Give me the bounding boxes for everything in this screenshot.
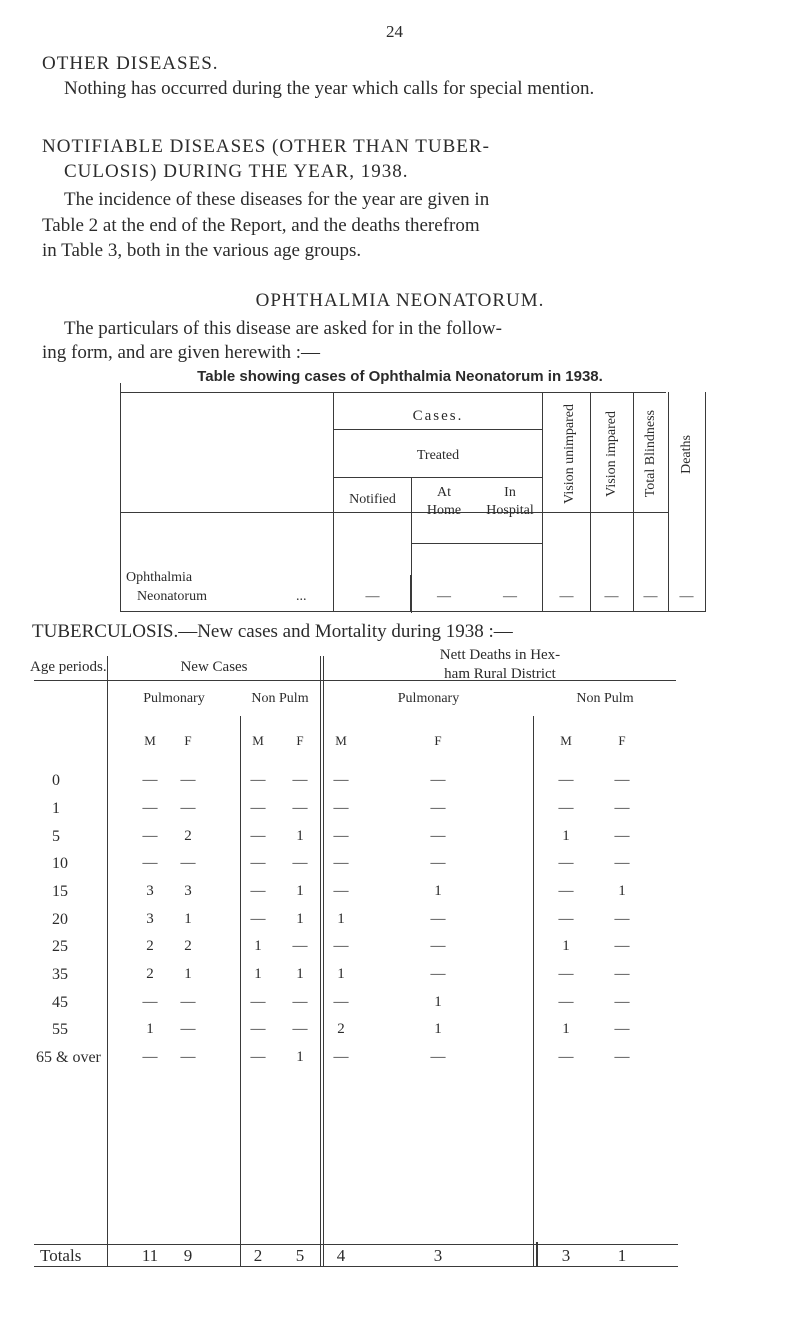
table-cell: 1 (296, 1049, 304, 1065)
table-cell: — (430, 855, 446, 871)
table-cell: — (250, 1021, 266, 1037)
sex-header: M (560, 733, 572, 748)
table-cell: 1 (184, 911, 192, 927)
table-cell: — (180, 772, 196, 788)
table-rule (120, 383, 121, 611)
total-value: 1 (617, 1246, 627, 1265)
table-cell: — (250, 883, 266, 899)
age-period-label: 20 (52, 911, 68, 928)
notifiable-text-line2: Table 2 at the end of the Report, and the deaths therefrom (42, 215, 480, 236)
table-cell: — (292, 855, 308, 871)
table-cell: 1 (254, 966, 262, 982)
other-diseases-text: Nothing has occurred during the year which calls for special mention. (64, 78, 595, 99)
total-value: 9 (183, 1246, 193, 1265)
notifiable-heading-line2: CULOSIS) DURING THE YEAR, 1938. (64, 161, 409, 182)
age-period-label: 10 (52, 855, 68, 872)
total-blindness-header-cell (637, 398, 665, 510)
notifiable-heading-line1: NOTIFIABLE DISEASES (OTHER THAN TUBER- (42, 136, 490, 157)
age-period-label: 5 (52, 828, 60, 845)
table-cell: 1 (337, 911, 345, 927)
other-diseases-heading: OTHER DISEASES. (42, 53, 219, 74)
age-periods-header: Age periods. (30, 659, 107, 675)
at-home-header-2: Home (426, 503, 462, 518)
ophthalmia-value-vision-unimpaired: — (559, 589, 574, 604)
table-cell: 1 (434, 1021, 442, 1037)
table-rule (107, 656, 108, 1266)
table-cell: — (142, 1049, 158, 1065)
table-cell: 1 (618, 883, 626, 899)
vision-unimpaired-header-cell (556, 398, 584, 510)
table-cell: — (614, 1021, 630, 1037)
table-cell: — (250, 855, 266, 871)
ophthalmia-value-in-hospital: — (503, 589, 517, 604)
total-value: 5 (295, 1246, 305, 1265)
table-cell: 2 (337, 1021, 345, 1037)
table-cell: 1 (562, 828, 570, 844)
table-cell: — (333, 828, 349, 844)
table-cell: — (250, 911, 266, 927)
deaths-non-pulm-header: Non Pulm (576, 691, 634, 706)
table-rule (705, 392, 706, 612)
table-rule (633, 392, 634, 612)
table-cell: — (250, 994, 266, 1010)
table-cell: 1 (254, 938, 262, 954)
table-rule (120, 392, 666, 393)
ophthalmia-value-notified: — (365, 589, 380, 604)
table-cell: — (250, 772, 266, 788)
table-cell: — (430, 938, 446, 954)
ophthalmia-value-deaths: — (679, 589, 694, 604)
row-label-dots: ... (296, 589, 307, 604)
table-cell: — (430, 828, 446, 844)
age-period-label: 15 (52, 883, 68, 900)
sex-header: F (296, 733, 304, 748)
table-cell: — (142, 828, 158, 844)
table-rule (533, 716, 534, 1266)
table-rule (536, 1242, 538, 1266)
table-cell: — (430, 800, 446, 816)
tuberculosis-heading: TUBERCULOSIS.—New cases and Mortality during 1938 :— (32, 621, 513, 642)
table-cell: — (180, 800, 196, 816)
total-value: 3 (561, 1246, 571, 1265)
table-rule (668, 392, 669, 612)
ophthalmia-value-at-home: — (437, 589, 451, 604)
table-cell: — (614, 800, 630, 816)
table-cell: — (614, 828, 630, 844)
table-rule (34, 1244, 678, 1245)
table-cell: — (430, 772, 446, 788)
table-cell: — (614, 938, 630, 954)
ophthalmia-table-caption: Table showing cases of Ophthalmia Neonatorum in 1938. (197, 368, 603, 385)
table-cell: 1 (562, 938, 570, 954)
age-period-label: 1 (52, 800, 60, 817)
table-cell: — (558, 911, 574, 927)
table-rule (590, 392, 591, 612)
table-cell: — (180, 1021, 196, 1037)
table-cell: — (558, 772, 574, 788)
table-cell: — (180, 855, 196, 871)
table-rule (334, 477, 542, 478)
age-period-label: 25 (52, 938, 68, 955)
table-cell: — (430, 1049, 446, 1065)
table-cell: — (292, 938, 308, 954)
table-cell: — (558, 994, 574, 1010)
table-cell: — (614, 966, 630, 982)
table-cell: — (558, 855, 574, 871)
vision-unimpaired-header: Vision unimpared (562, 404, 577, 504)
ophthalmia-value-vision-impaired: — (604, 589, 619, 604)
table-cell: — (558, 1049, 574, 1065)
totals-label: Totals (40, 1246, 82, 1265)
age-period-label: 45 (52, 994, 68, 1011)
ophthalmia-heading: OPHTHALMIA NEONATORUM. (255, 290, 545, 311)
table-cell: — (614, 911, 630, 927)
table-rule (120, 512, 668, 513)
ophthalmia-value-total-blindness: — (643, 589, 658, 604)
table-cell: 1 (296, 966, 304, 982)
total-value: 4 (336, 1246, 346, 1265)
table-cell: — (180, 994, 196, 1010)
total-value: 11 (141, 1246, 159, 1265)
table-cell: — (430, 911, 446, 927)
deaths-header: Deaths (679, 434, 694, 474)
row-label-line2: Neonatorum (137, 589, 207, 604)
deaths-header-cell (672, 398, 702, 510)
deaths-header-line1: Nett Deaths in Hex- (439, 647, 561, 663)
treated-header: Treated (416, 448, 460, 463)
table-rule (334, 429, 542, 430)
total-value: 3 (433, 1246, 443, 1265)
page-number: 24 (386, 22, 403, 41)
deaths-pulmonary-header: Pulmonary (397, 691, 460, 706)
table-cell: — (250, 800, 266, 816)
cases-header: Cases. (412, 408, 464, 424)
table-cell: — (292, 1021, 308, 1037)
table-rule (240, 716, 241, 1266)
age-period-label: 35 (52, 966, 68, 983)
table-rule (120, 611, 706, 612)
in-hospital-header-2: Hospital (486, 503, 534, 518)
table-cell: — (333, 883, 349, 899)
table-cell: 1 (562, 1021, 570, 1037)
age-period-label: 65 & over (36, 1049, 101, 1066)
sex-header: F (618, 733, 626, 748)
table-cell: 2 (146, 938, 154, 954)
vision-impaired-header-cell (597, 398, 627, 510)
table-cell: 1 (434, 994, 442, 1010)
sex-header: M (335, 733, 347, 748)
new-non-pulm-header: Non Pulm (251, 691, 309, 706)
table-rule (34, 1266, 678, 1267)
total-value: 2 (253, 1246, 263, 1265)
table-cell: 1 (296, 911, 304, 927)
table-cell: 1 (296, 883, 304, 899)
table-cell: 1 (337, 966, 345, 982)
notifiable-text-line3: in Table 3, both in the various age groups. (42, 240, 362, 261)
table-cell: — (292, 772, 308, 788)
table-cell: 3 (146, 911, 154, 927)
table-cell: — (333, 800, 349, 816)
new-pulmonary-header: Pulmonary (143, 691, 205, 706)
table-cell: — (558, 966, 574, 982)
table-cell: 1 (434, 883, 442, 899)
table-cell: — (142, 772, 158, 788)
table-cell: — (250, 1049, 266, 1065)
sex-header: F (184, 733, 192, 748)
age-period-label: 0 (52, 772, 60, 789)
table-cell: — (614, 1049, 630, 1065)
table-cell: 2 (184, 828, 192, 844)
table-rule (411, 543, 543, 544)
table-cell: — (142, 994, 158, 1010)
table-cell: — (430, 966, 446, 982)
table-cell: — (250, 828, 266, 844)
table-cell: — (558, 883, 574, 899)
total-blindness-header: Total Blindness (643, 410, 658, 498)
table-cell: 3 (146, 883, 154, 899)
ophthalmia-text-line1: The particulars of this disease are asked for in the follow- (64, 318, 502, 339)
table-cell: — (614, 855, 630, 871)
table-cell: — (333, 1049, 349, 1065)
table-cell: — (614, 994, 630, 1010)
table-cell: — (333, 994, 349, 1010)
table-cell: — (142, 855, 158, 871)
table-cell: 1 (146, 1021, 154, 1037)
age-period-label: 55 (52, 1021, 68, 1038)
table-cell: — (333, 772, 349, 788)
table-cell: 3 (184, 883, 192, 899)
table-cell: — (558, 800, 574, 816)
table-cell: — (142, 800, 158, 816)
table-cell: 2 (184, 938, 192, 954)
table-cell: — (333, 938, 349, 954)
notifiable-text-line1: The incidence of these diseases for the year are given in (64, 189, 490, 210)
ophthalmia-text-line2: ing form, and are given herewith :— (42, 342, 321, 363)
table-cell: 1 (184, 966, 192, 982)
sex-header: M (252, 733, 264, 748)
sex-header: F (434, 733, 442, 748)
new-cases-header: New Cases (180, 659, 248, 675)
notified-header: Notified (349, 492, 396, 507)
table-cell: 2 (146, 966, 154, 982)
table-cell: 1 (296, 828, 304, 844)
vision-impaired-header: Vision impared (604, 411, 619, 497)
table-cell: — (180, 1049, 196, 1065)
table-cell: — (333, 855, 349, 871)
table-cell: — (292, 994, 308, 1010)
in-hospital-header-1: In (504, 485, 516, 500)
at-home-header-1: At (437, 485, 451, 500)
table-cell: — (292, 800, 308, 816)
row-label-line1: Ophthalmia (126, 570, 193, 585)
table-cell: — (614, 772, 630, 788)
deaths-header-line2: ham Rural District (444, 666, 556, 682)
sex-header: M (144, 733, 156, 748)
